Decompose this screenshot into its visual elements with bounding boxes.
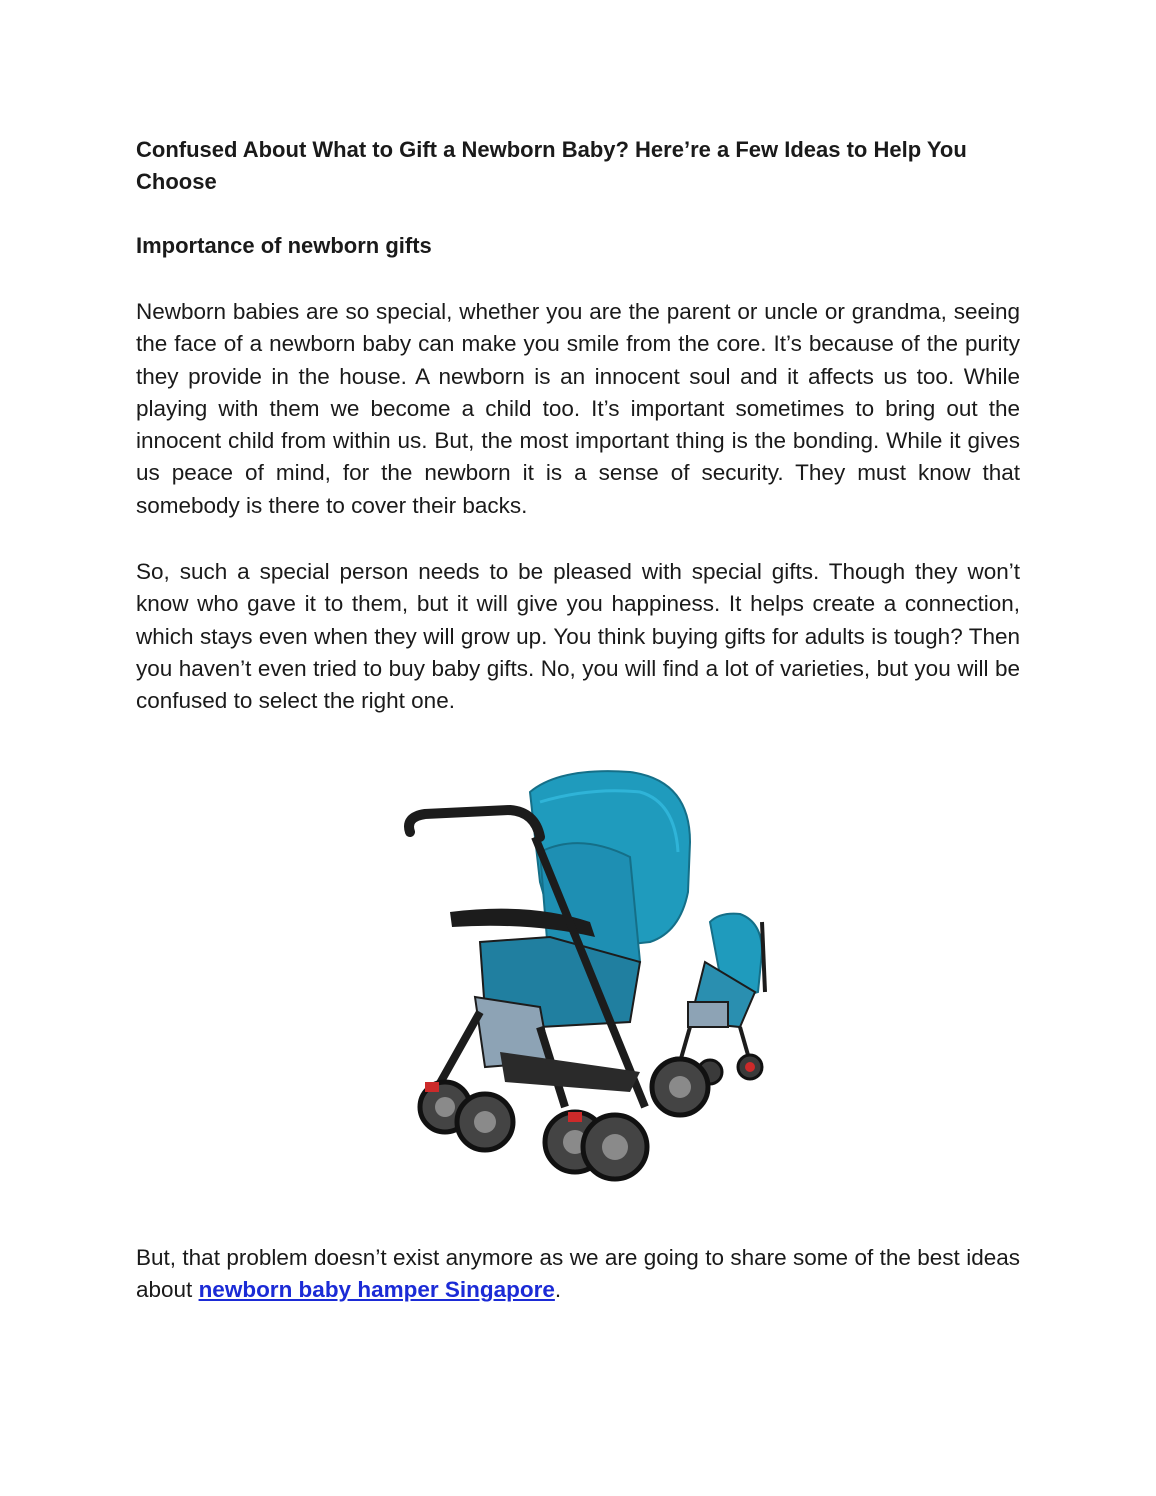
document-body (136, 134, 1020, 718)
closing-text: But, that problem doesn’t exist anymore as we are going to share some of the best ideas about (136, 1245, 1020, 1303)
section-heading: Importance of newborn gifts (136, 233, 432, 258)
document-title: Confused About What to Gift a Newborn Baby? Here’re a Few Ideas to Help You Choose (136, 137, 967, 194)
stroller-image (390, 762, 840, 1192)
large-stroller-graphic (409, 771, 708, 1179)
closing-period: . (554, 1277, 562, 1303)
closing-paragraph (136, 1242, 1020, 1307)
paragraph-importance: Newborn babies are so special, whether you are the parent or uncle or grandma, seeing the face of a newborn baby can make you smile from the core. It’s because of the purity they provide in the house. A newborn is an innocent soul and it affects us too. While playing with them we become a child too. It’s important sometimes to bring out the innocent child from within us. But, the most important thing is the bonding. While it gives us peace of mind, for the newborn it is a sense of security. They must know that somebody is there to cover their backs. (136, 299, 1020, 518)
paragraph-special-gifts: So, such a special person needs to be pleased with special gifts. Though they won’t know who gave it to them, but it will give you happiness. It helps create a connection, which stays even when they will grow up. You think buying gifts for adults is tough? Then you haven’t even tried to buy baby gifts. No, you will find a lot of varieties, but you will be confused to select the right one. (136, 559, 1020, 714)
newborn-hamper-link[interactable]: newborn baby hamper Singapore (198, 1277, 555, 1303)
